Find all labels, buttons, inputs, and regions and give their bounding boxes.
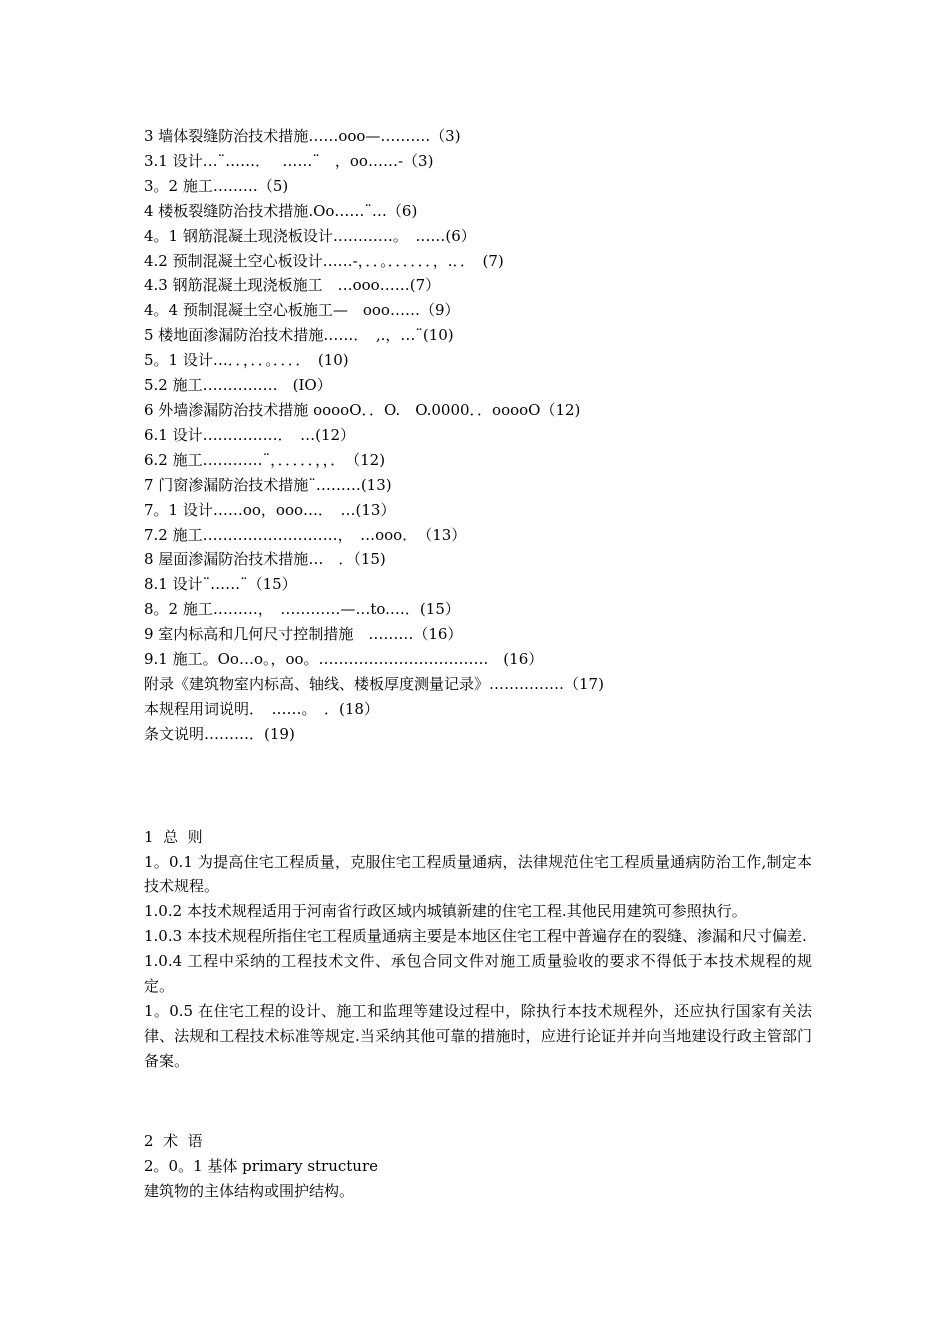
- toc-entry: 9 室内标高和几何尺寸控制措施 ………（16）: [144, 625, 463, 644]
- toc-entry: 6.2 施工…………¨，．．．．．，，． （12): [144, 450, 386, 469]
- toc-entry: 6 外墙渗漏防治技术措施 ooooO．．O. O.0000．．ooooO（12): [144, 400, 581, 419]
- toc-entry: 5 楼地面渗漏防治技术措施……． ,.，…¨(10): [144, 326, 454, 345]
- toc-entry: 4.2 预制混凝土空心板设计……-，．．。．．．．．．，.．． (7): [144, 251, 504, 270]
- toc-entry: 3。2 施工………（5): [144, 176, 289, 195]
- toc-entry: 4 楼板裂缝防治技术措施.Oo……¨…（6): [144, 201, 418, 220]
- toc-entry: 条文说明………．(19): [144, 724, 295, 743]
- term-definition: 建筑物的主体结构或围护结构。: [144, 1181, 355, 1200]
- toc-entry: 附录《建筑物室内标高、轴线、楼板厚度测量记录》……………（17): [144, 674, 604, 693]
- toc-entry: 8.1 设计¨……¨（15）: [144, 575, 297, 594]
- toc-entry: 8。2 施工………， …………—…to.…．(15）: [144, 600, 460, 619]
- toc-entry: 8 屋面渗漏防治技术措施… ．（15): [144, 550, 386, 569]
- section-spacer: [144, 1074, 812, 1129]
- toc-entry: 4.3 钢筋混凝土现浇板施工 …ooo……(7）: [144, 276, 441, 295]
- clause-paragraph: 1.0.4 工程中采纳的工程技术文件、承包合同文件对施工质量验收的要求不得低于本技术规程的规定。: [144, 952, 812, 996]
- toc-entry: 4。1 钢筋混凝土现浇板设计…………。 ……(6）: [144, 226, 476, 245]
- clause-paragraph: 1。0.1 为提高住宅工程质量，克服住宅工程质量通病，法律规范住宅工程质量通病防治工作,制定本技术规程。: [144, 852, 812, 896]
- toc-entry: 4。4 预制混凝土空心板施工— ooo……（9）: [144, 301, 460, 320]
- chapter-general-provisions: [144, 825, 812, 1074]
- term-entry: 2。0。1 基体 primary structure: [144, 1156, 379, 1175]
- toc-entry: 5。1 设计…．．，．．。．．．． (10): [144, 351, 349, 370]
- chapter-heading: 2 术 语: [144, 1131, 203, 1150]
- toc-entry: 6.1 设计……………． …(12）: [144, 425, 356, 444]
- toc-entry: 3.1 设计…¨……． ……¨ ，oo……-（3): [144, 151, 434, 170]
- document-page: [144, 124, 812, 1203]
- toc-entry: 3 墙体裂缝防治技术措施……ooo—……….（3): [144, 127, 461, 145]
- toc-entry: 5.2 施工…………… (IO）: [144, 376, 332, 395]
- chapter-terms: [144, 1129, 812, 1204]
- section-spacer: [144, 747, 812, 825]
- table-of-contents: [144, 124, 812, 747]
- toc-entry: 本规程用词说明． ……。 ．(18）: [144, 699, 379, 718]
- clause-paragraph: 1.0.2 本技术规程适用于河南省行政区域内城镇新建的住宅工程.其他民用建筑可参照执行。: [144, 902, 747, 921]
- toc-entry: 7。1 设计……oo，ooo…． …(13）: [144, 500, 396, 519]
- toc-entry: 7.2 施工………………………， …ooo． （13）: [144, 525, 467, 544]
- toc-entry: 7 门窗渗漏防治技术措施¨………(13): [144, 475, 392, 494]
- toc-entry: 9.1 施工。Oo…o。，oo。……………………………. (16）: [144, 650, 544, 669]
- clause-paragraph: 1.0.3 本技术规程所指住宅工程质量通病主要是本地区住宅工程中普遍存在的裂缝、渗漏和尺寸偏差.: [144, 927, 807, 946]
- chapter-heading: 1 总 则: [144, 827, 203, 846]
- clause-paragraph: 1。0.5 在住宅工程的设计、施工和监理等建设过程中，除执行本技术规程外，还应执行国家有关法律、法规和工程技术标准等规定.当采纳其他可靠的措施时，应进行论证并并向当地建设行政主管部门备案。: [144, 1002, 812, 1070]
